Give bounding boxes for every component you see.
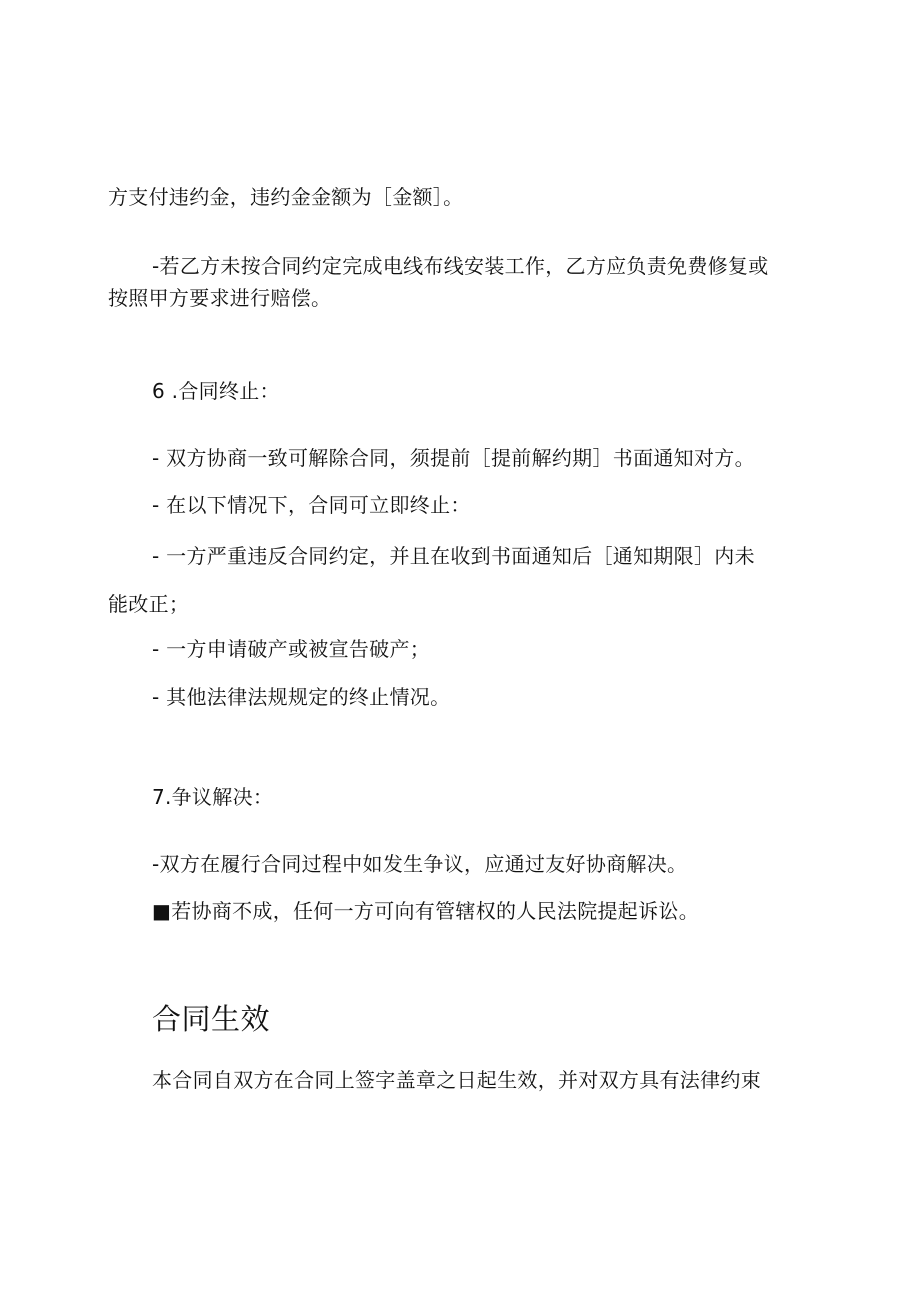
effective-heading: 合同生效 [152,1002,271,1036]
dispute-item-negotiation: -双方在履行合同过程中如发生争议，应通过友好协商解决。 [152,852,688,876]
section-6-heading: 6 .合同终止： [152,379,280,403]
termination-item-breach-line-2: 能改正； [108,592,190,616]
penalty-amount-line: 方支付违约金，违约金金额为［金额］。 [108,185,464,209]
dispute-item-litigation: ■若协商不成，任何一方可向有管辖权的人民法院提起诉讼。 [152,899,699,923]
repair-clause-line-1: -若乙方未按合同约定完成电线布线安装工作，乙方应负责免费修复或 [152,254,769,278]
repair-clause-line-2: 按照甲方要求进行赔偿。 [108,286,332,310]
termination-item-immediate: - 在以下情况下，合同可立即终止： [152,493,471,517]
termination-item-other: - 其他法律法规规定的终止情况。 [152,685,451,709]
section-7-heading: 7.争议解决： [152,785,274,809]
termination-item-mutual: - 双方协商一致可解除合同，须提前［提前解约期］书面通知对方。 [152,446,755,470]
termination-item-bankruptcy: - 一方申请破产或被宣告破产； [152,637,431,661]
effective-text: 本合同自双方在合同上签字盖章之日起生效，并对双方具有法律约束 [152,1068,761,1092]
termination-item-breach-line-1: - 一方严重违反合同约定，并且在收到书面通知后［通知期限］内未 [152,544,755,568]
